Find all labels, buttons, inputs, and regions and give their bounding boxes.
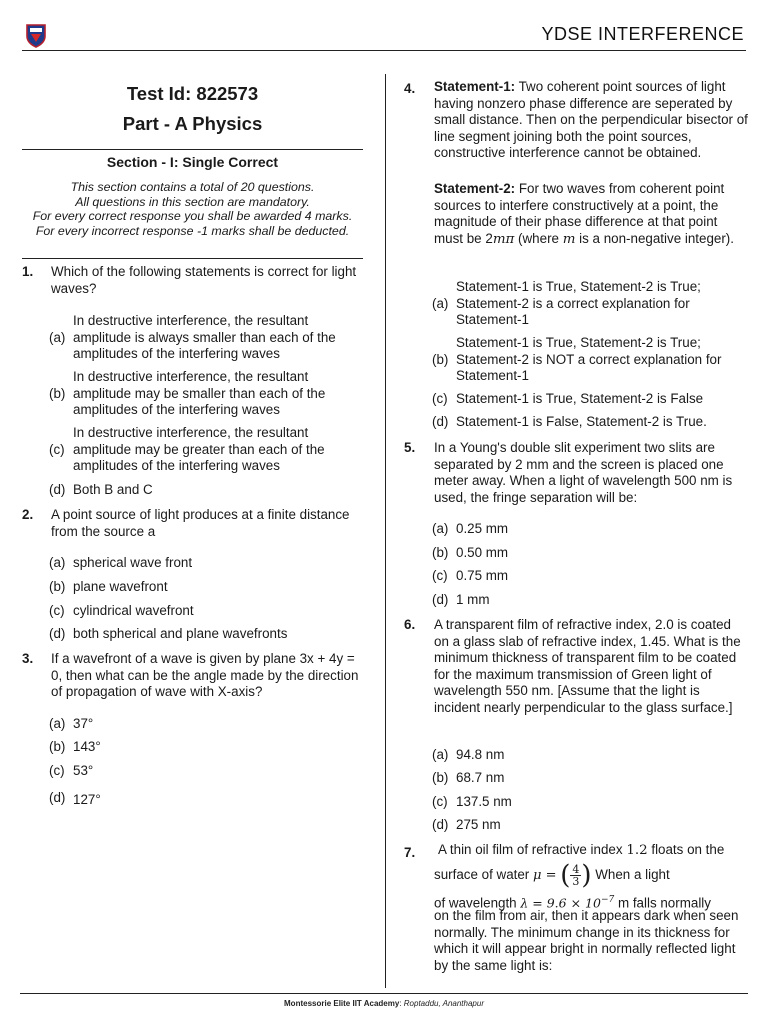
question-number: 2. <box>22 507 34 522</box>
question-text: of wavelength <box>434 895 517 911</box>
option-label: (d) <box>49 790 66 805</box>
question-text: In a Young's double slit experiment two slits are separated by 2 mm and the screen is placed one meter away. When a light of wavelength 500 nm is used, the fringe separation will be: <box>434 440 733 505</box>
option-label: (b) <box>49 739 66 754</box>
statement-2 <box>434 181 748 248</box>
option-label: (a) <box>432 521 449 536</box>
option-text: spherical wave front <box>73 555 193 570</box>
option-label: (b) <box>49 386 66 401</box>
fraction-numerator: 4 <box>572 862 580 876</box>
option-label: (b) <box>49 579 66 594</box>
statement-2-text: is a non-negative integer). <box>579 230 734 246</box>
question-text: m falls normally <box>617 895 711 911</box>
page-header <box>0 0 768 52</box>
instruction-line: This section contains a total of 20 questions. <box>70 180 315 194</box>
question-number: 6. <box>404 617 416 632</box>
option-label: (c) <box>49 442 65 457</box>
question-text: When a light <box>595 867 670 882</box>
refractive-index-value: 1.2 <box>626 843 648 858</box>
question-4 <box>404 79 748 434</box>
right-paren: ) <box>581 860 592 891</box>
option-text: Both B and C <box>73 482 153 497</box>
option-text: In destructive interference, the resultant amplitude may be smaller than each of the amplitudes of the interfering waves <box>73 369 326 417</box>
page-footer: Montessorie Elite IIT Academy: Roptaddu, Ananthapur <box>284 999 484 1008</box>
question-text: Which of the following statements is correct for light waves? <box>51 264 357 296</box>
mu-symbol: μ = <box>533 868 557 883</box>
section-top-rule <box>22 149 363 150</box>
option-text: 0.50 mm <box>456 545 509 560</box>
option-text: In destructive interference, the resultant amplitude may be greater than each of the amplitudes of the interfering waves <box>73 425 325 473</box>
option-text: 1 mm <box>456 592 490 607</box>
option-text: plane wavefront <box>73 579 168 594</box>
option-label: (d) <box>432 414 449 429</box>
statement-1 <box>434 79 748 162</box>
option-text: 137.5 nm <box>456 794 512 809</box>
question-7 <box>404 842 748 982</box>
left-paren: ( <box>560 860 571 891</box>
footer-institute: Montessorie Elite IIT Academy <box>284 999 400 1008</box>
question-text: surface of water <box>434 867 530 882</box>
option-label: (b) <box>432 770 449 785</box>
option-label: (a) <box>49 330 66 345</box>
option-label: (d) <box>432 817 449 832</box>
option-text: Statement-1 is False, Statement-2 is True. <box>456 414 707 429</box>
wavelength-value: λ = 9.6 × 10 <box>520 895 601 911</box>
question-number: 3. <box>22 651 34 666</box>
option-text: cylindrical wavefront <box>73 603 194 618</box>
option-text: 0.75 mm <box>456 568 509 583</box>
question-line-2 <box>434 858 748 892</box>
option-text: both spherical and plane wavefronts <box>73 626 288 641</box>
option-label: (c) <box>432 391 448 406</box>
footer-divider <box>20 993 748 994</box>
question-2 <box>22 507 363 647</box>
option-text: 275 nm <box>456 817 501 832</box>
section-instructions <box>22 180 363 238</box>
option-text: 0.25 mm <box>456 521 509 536</box>
option-text: Statement-1 is True, Statement-2 is True; Statement-2 is a correct explanation for Statement-1 <box>456 279 701 327</box>
wavelength-exponent: −7 <box>600 895 615 905</box>
option-text: Statement-1 is True, Statement-2 is False <box>456 391 704 406</box>
option-label: (c) <box>432 794 448 809</box>
question-5 <box>404 440 748 610</box>
option-text: 53° <box>73 763 94 778</box>
option-text: In destructive interference, the resultant amplitude is always smaller than each of the amplitudes of the interfering waves <box>73 313 336 361</box>
statement-2-math: mπ <box>492 231 515 247</box>
option-label: (a) <box>432 296 449 311</box>
question-line-1 <box>438 842 748 860</box>
question-text: floats on the <box>651 842 725 857</box>
option-label: (b) <box>432 545 449 560</box>
option-label: (b) <box>432 352 449 367</box>
statement-1-label: Statement-1: <box>434 79 516 94</box>
instruction-line: For every correct response you shall be awarded 4 marks. <box>32 209 353 224</box>
instruction-line: For every incorrect response -1 marks shall be deducted. <box>35 223 350 238</box>
statement-1-text: Two coherent point sources of light having nonzero phase difference are seperated by small distance. Then on the perpendicular bisector of line segment joining both the point sources, constructive interference cannot be obtained. <box>434 79 748 160</box>
option-label: (a) <box>432 747 449 762</box>
header-divider <box>22 50 746 51</box>
option-label: (c) <box>49 603 65 618</box>
option-label: (d) <box>49 626 66 641</box>
question-number: 1. <box>22 264 34 279</box>
option-label: (d) <box>432 592 449 607</box>
option-text: 94.8 nm <box>456 747 505 762</box>
question-number: 4. <box>404 81 416 96</box>
section-title: Section - I: Single Correct <box>106 154 279 170</box>
fraction-4-3 <box>570 864 581 887</box>
footer-location: Roptaddu, Ananthapur <box>403 999 484 1008</box>
instruction-line: All questions in this section are mandatory. <box>75 194 310 209</box>
option-label: (c) <box>432 568 448 583</box>
option-text: 127° <box>73 792 101 807</box>
question-text: on the film from air, then it appears dark when seen normally. The minimum change in its thickness for which it will appear bright in normally reflected light by the same light is: <box>434 908 739 973</box>
question-text: If a wavefront of a wave is given by plane 3x + 4y = 0, then what can be the angle made by the direction of propagation of wave with X-axis? <box>51 651 359 699</box>
option-label: (d) <box>49 482 66 497</box>
question-number: 7. <box>404 845 416 860</box>
statement-2-math: m <box>562 231 576 247</box>
option-text: 37° <box>73 716 94 731</box>
statement-2-label: Statement-2: <box>434 181 516 196</box>
statement-2-text: For two waves from coherent point sources to interfere constructively at a point, the magnitude of their phase difference at that point must be 2 <box>434 181 725 246</box>
column-divider <box>385 74 386 988</box>
chapter-title: YDSE INTERFERENCE <box>541 24 744 44</box>
question-1 <box>22 264 363 504</box>
statement-2-text: (where <box>518 230 559 246</box>
option-text: Statement-1 is True, Statement-2 is True; Statement-2 is NOT a correct explanation for Statement-1 <box>456 335 722 383</box>
option-text: 143° <box>73 739 101 754</box>
option-text: 68.7 nm <box>456 770 505 785</box>
school-crest-icon <box>24 22 48 48</box>
question-3 <box>22 651 363 821</box>
option-label: (a) <box>49 555 66 570</box>
option-label: (a) <box>49 716 66 731</box>
question-number: 5. <box>404 440 416 455</box>
fraction-denominator: 3 <box>572 874 580 888</box>
question-text: A transparent film of refractive index, 2.0 is coated on a glass slab of refractive index, 1.45. What is the minimum thickness of transparent film to be coated for the maximum transmission of Green light of wavelength 550 nm. [Assume that the light is incident nearly perpendicular to the glass surface.] <box>434 617 741 715</box>
question-text: A thin oil film of refractive index <box>438 842 623 857</box>
part-title: Part - A Physics <box>122 113 263 134</box>
section-bottom-rule <box>22 258 363 259</box>
option-label: (c) <box>49 763 65 778</box>
test-id: Test Id: 822573 <box>126 83 259 104</box>
question-text: A point source of light produces at a finite distance from the source a <box>51 507 350 539</box>
question-6 <box>404 617 748 837</box>
